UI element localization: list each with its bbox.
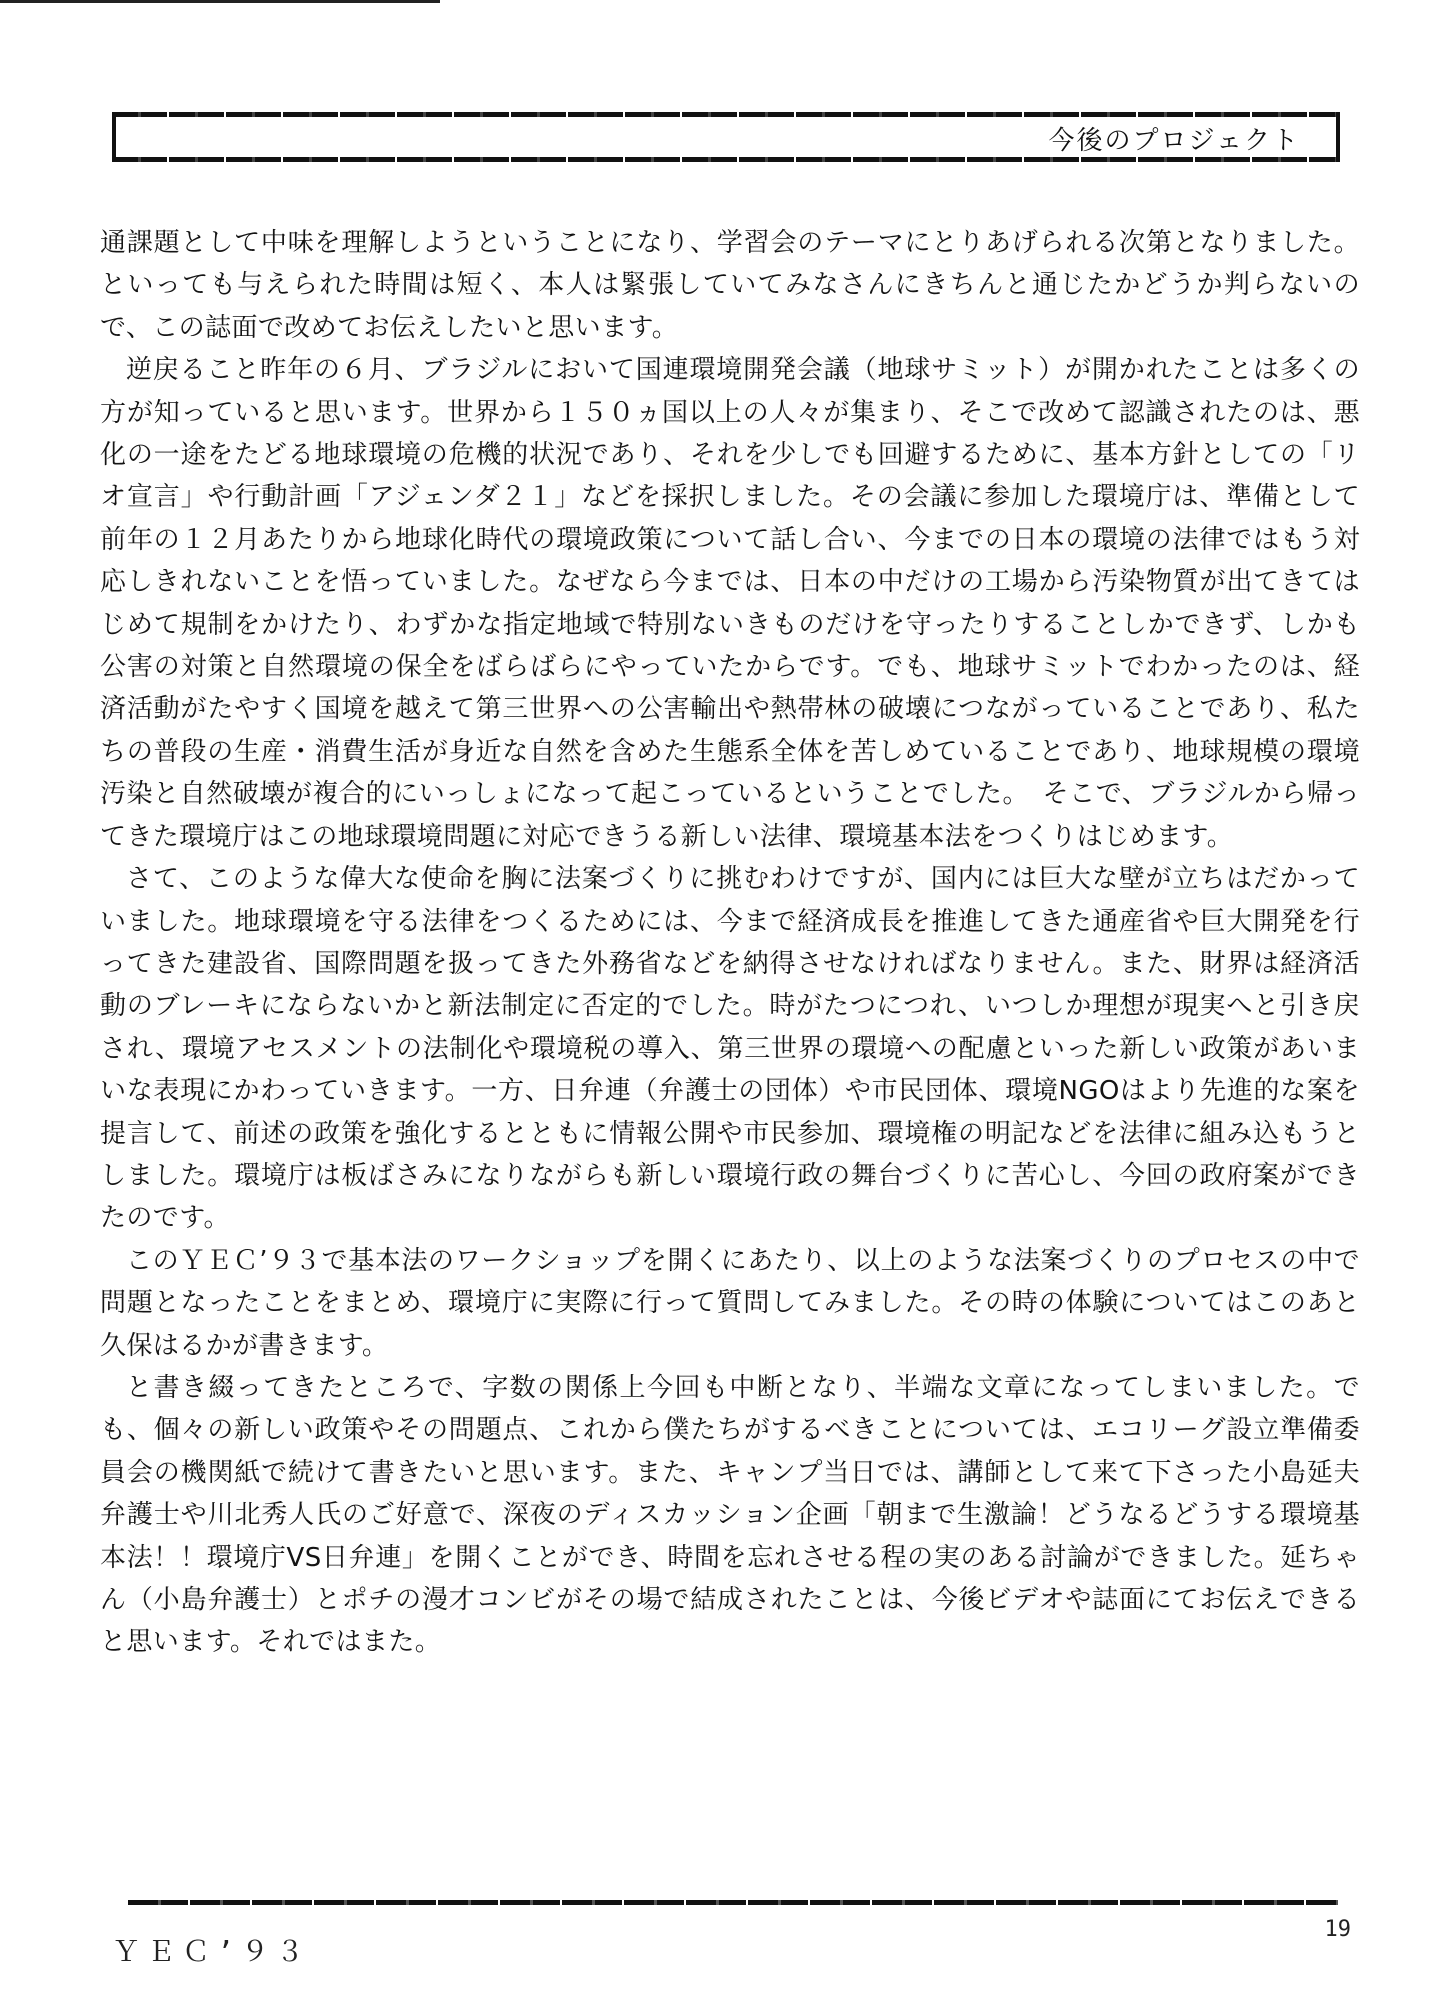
top-edge-rule xyxy=(0,0,440,3)
paragraph-3: さて、このような偉大な使命を胸に法案づくりに挑むわけですが、国内には巨大な壁が立ちはだかっていました。地球環境を守る法律をつくるためには、今まで経済成長を推進してきた通産省や巨大開発を行ってきた建設省、国際問題を扱ってきた外務省などを納得させなければなりません。また、財界は経済活動のブレーキにならないかと新法制定に否定的でした。時がたつにつれ、いつしか理想が現実へと引き戻され、環境アセスメントの法制化や環境税の導入、第三世界の環境への配慮といった新しい政策があいまいな表現にかわっていきます。一方、日弁連（弁護士の団体）や市民団体、環境NGOはより先進的な案を提言して、前述の政策を強化するとともに情報公開や市民参加、環境権の明記などを法律に組み込もうとしました。環境庁は板ばさみになりながらも新しい環境行政の舞台づくりに苦心し、今回の政府案ができたのです。 xyxy=(100,864,1360,1234)
page-number: 19 xyxy=(1324,1917,1351,1942)
header-bottom-rule xyxy=(112,157,1340,162)
paragraph-1: 通課題として中味を理解しようということになり、学習会のテーマにとりあげられる次第となりました。といっても与えられた時間は短く、本人は緊張していてみなさんにきちんと通じたかどうか判らないので、この誌面で改めてお伝えしたいと思います。 xyxy=(100,228,1360,343)
paragraph-2: 逆戻ること昨年の６月、ブラジルにおいて国連環境開発会議（地球サミット）が開かれたことは多くの方が知っていると思います。世界から１５０ヵ国以上の人々が集まり、そこで改めて認識されたのは、悪化の一途をたどる地球環境の危機的状況であり、それを少しでも回避するために、基本方針としての「リオ宣言」や行動計画「アジェンダ２１」などを採択しました。その会議に参加した環境庁は、準備として前年の１２月あたりから地球化時代の環境政策について話し合い、今までの日本の環境の法律ではもう対応しきれないことを悟っていました。なぜなら今までは、日本の中だけの工場から汚染物質が出てきてはじめて規制をかけたり、わずかな指定地域で特別ないきものだけを守ったりすることしかできず、しかも公害の対策と自然環境の保全をばらばらにやっていたからです。でも、地球サミットでわかったのは、経済活動がたやすく国境を越えて第三世界への公害輸出や熱帯林の破壊につながっていることであり、私たちの普段の生産・消費生活が身近な自然を含めた生態系全体を苦しめていることであり、地球規模の環境汚染と自然破壊が複合的にいっしょになって起こっているということでした。 そこで、ブラジルから帰ってきた環境庁はこの地球環境問題に対応できうる新しい法律、環境基本法をつくりはじめます。 xyxy=(100,355,1360,852)
paragraph-5: と書き綴ってきたところで、字数の関係上今回も中断となり、半端な文章になってしまいました。でも、個々の新しい政策やその問題点、これから僕たちがするべきことについては、エコリーグ設立準備委員会の機関紙で続けて書きたいと思います。また、キャンプ当日では、講師として来て下さった小島延夫弁護士や川北秀人氏のご好意で、深夜のディスカッション企画「朝まで生激論！どうなるどうする環境基本法！！環境庁VS日弁連」を開くことができ、時間を忘れさせる程の実のある討論ができました。延ちゃん（小島弁護士）とポチの漫才コンビがその場で結成されたことは、今後ビデオや誌面にてお伝えできると思います。それではまた。 xyxy=(100,1372,1360,1658)
header-left-edge xyxy=(112,112,116,162)
article-body xyxy=(100,222,1360,1664)
section-title: 今後のプロジェクト xyxy=(1048,126,1300,156)
paragraph-4: このＹＥＣ’９３で基本法のワークショップを開くにあたり、以上のような法案づくりのプロセスの中で問題となったことをまとめ、環境庁に実際に行って質問してみました。その時の体験についてはこのあと久保はるかが書きます。 xyxy=(100,1245,1360,1361)
header-right-edge xyxy=(1336,112,1340,162)
footer-rule xyxy=(128,1900,1338,1905)
publication-name: ＹＥＣ’９３ xyxy=(112,1935,311,1968)
section-header-frame xyxy=(112,112,1340,162)
header-top-rule xyxy=(112,112,1340,117)
